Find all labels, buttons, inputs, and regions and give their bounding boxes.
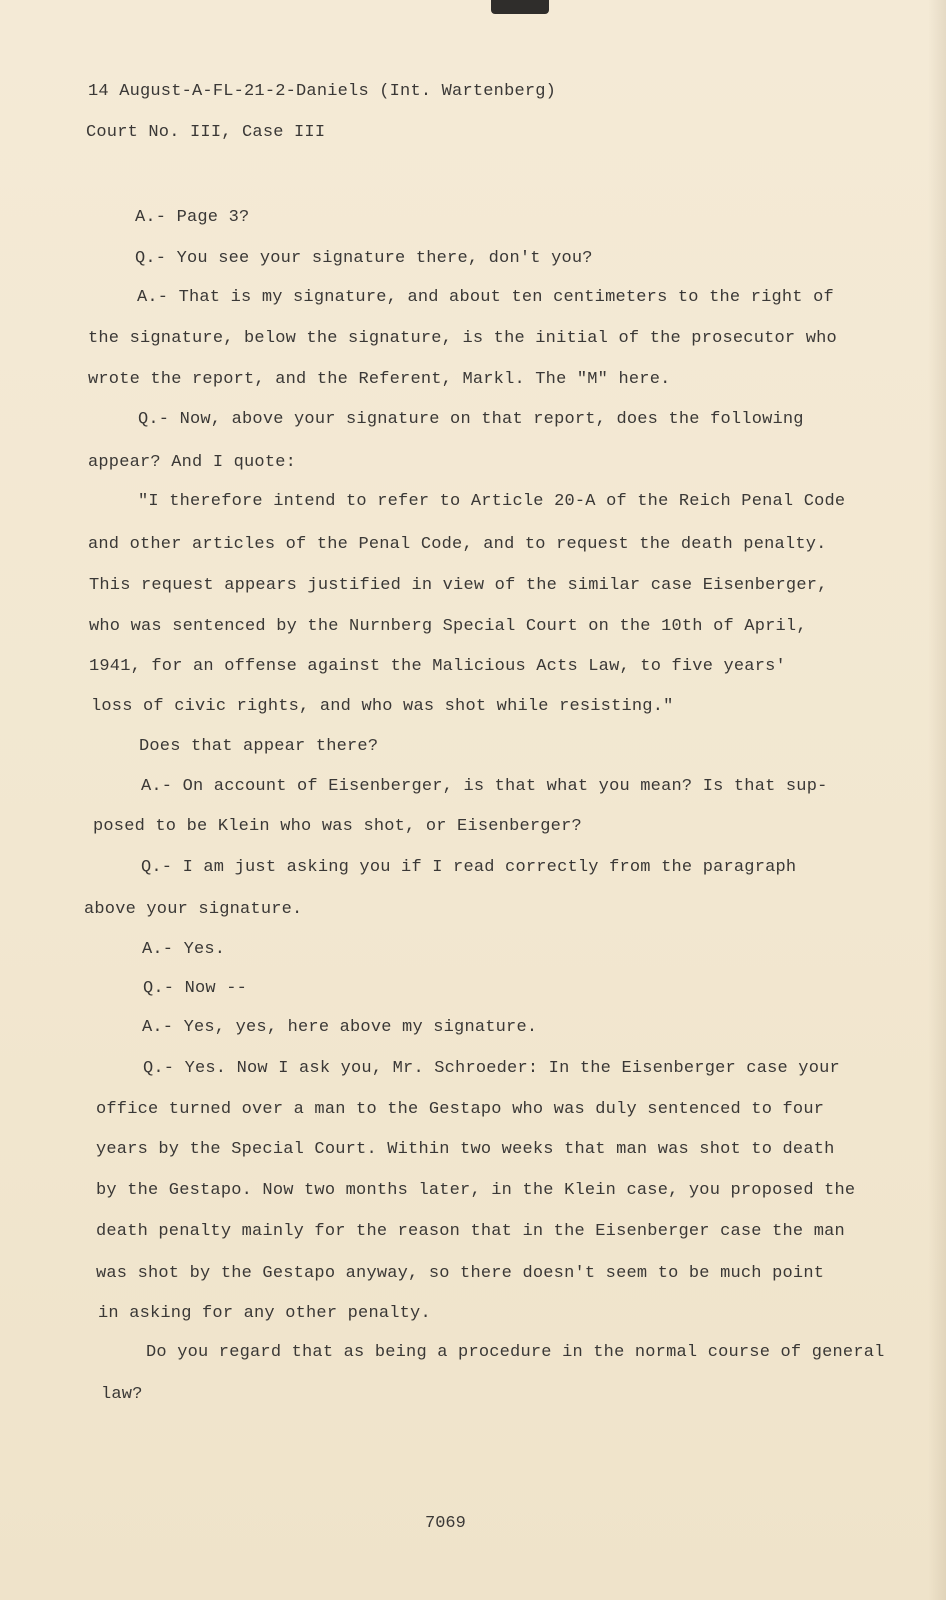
transcript-line: who was sentenced by the Nurnberg Special Court on the 10th of April,: [89, 617, 807, 636]
transcript-line: A.- On account of Eisenberger, is that what you mean? Is that sup-: [141, 777, 828, 796]
transcript-line: Q.- Now, above your signature on that report, does the following: [138, 410, 804, 429]
transcript-line: A.- That is my signature, and about ten centimeters to the right of: [137, 288, 834, 307]
transcript-line: Q.- I am just asking you if I read correctly from the paragraph: [141, 858, 797, 877]
transcript-line: "I therefore intend to refer to Article 20-A of the Reich Penal Code: [138, 492, 846, 511]
transcript-line: years by the Special Court. Within two weeks that man was shot to death: [96, 1140, 835, 1159]
transcript-line: law?: [101, 1385, 143, 1404]
transcript-line: appear? And I quote:: [88, 453, 297, 472]
page-edge-shadow: [928, 0, 946, 1600]
transcript-line: in asking for any other penalty.: [98, 1304, 431, 1323]
header-line-2: Court No. III, Case III: [86, 123, 326, 142]
transcript-line: office turned over a man to the Gestapo who was duly sentenced to four: [96, 1100, 825, 1119]
transcript-line: by the Gestapo. Now two months later, in the Klein case, you proposed the: [96, 1181, 856, 1200]
transcript-line: the signature, below the signature, is the initial of the prosecutor who: [88, 329, 837, 348]
transcript-line: and other articles of the Penal Code, and to request the death penalty.: [88, 535, 827, 554]
transcript-line: 1941, for an offense against the Malicious Acts Law, to five years': [89, 657, 786, 676]
transcript-line: above your signature.: [84, 900, 303, 919]
header-line-1: 14 August-A-FL-21-2-Daniels (Int. Wartenberg): [88, 82, 557, 101]
transcript-line: A.- Page 3?: [135, 208, 250, 227]
transcript-line: was shot by the Gestapo anyway, so there doesn't seem to be much point: [96, 1264, 825, 1283]
page-number: 7069: [425, 1514, 466, 1533]
binding-tab: [491, 0, 549, 14]
transcript-line: posed to be Klein who was shot, or Eisenberger?: [93, 817, 582, 836]
transcript-line: Q.- You see your signature there, don't you?: [135, 249, 593, 268]
transcript-line: This request appears justified in view of the similar case Eisenberger,: [89, 576, 828, 595]
transcript-line: Q.- Now --: [143, 979, 248, 998]
transcript-line: Does that appear there?: [139, 737, 379, 756]
transcript-line: loss of civic rights, and who was shot while resisting.": [91, 697, 674, 716]
transcript-line: A.- Yes.: [142, 940, 226, 959]
transcript-line: wrote the report, and the Referent, Markl. The "M" here.: [88, 370, 671, 389]
transcript-line: A.- Yes, yes, here above my signature.: [142, 1018, 538, 1037]
transcript-line: death penalty mainly for the reason that in the Eisenberger case the man: [96, 1222, 845, 1241]
transcript-line: Q.- Yes. Now I ask you, Mr. Schroeder: In the Eisenberger case your: [143, 1059, 840, 1078]
transcript-line: Do you regard that as being a procedure in the normal course of general: [146, 1343, 885, 1362]
